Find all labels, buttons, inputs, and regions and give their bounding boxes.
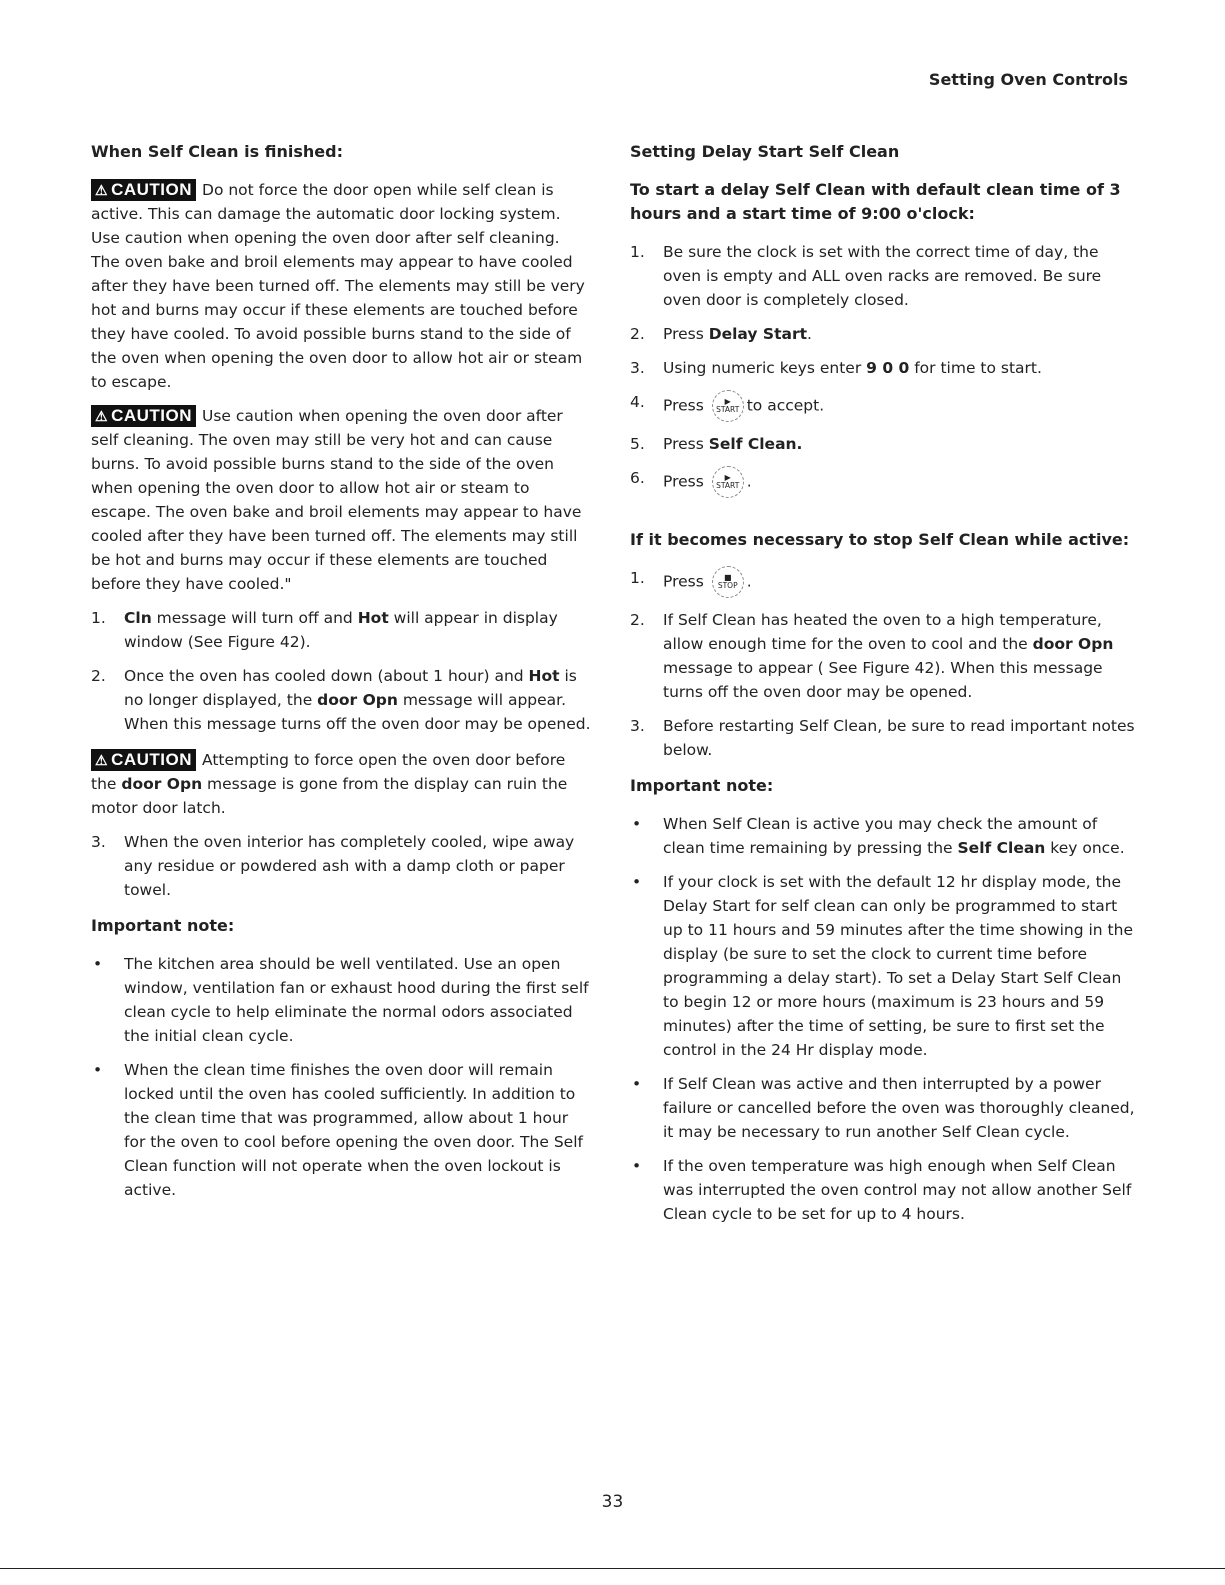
list-item: • If Self Clean was active and then interrupted by a power failure or cancelled before the oven was thoroughly cleaned, it may be necessary to run another Self Clean cycle. — [632, 1075, 1135, 1141]
important-note-list — [91, 952, 591, 1202]
list-item: • When the clean time finishes the oven door will remain locked until the oven has cooled sufficiently. In addition to the clean time that was programmed, allow about 1 hour for the oven to cool before opening the oven door. The Self Clean function will not operate when the oven lockout is active. — [93, 1061, 583, 1199]
important-note-heading: Important note: — [630, 776, 774, 795]
stop-steps — [630, 566, 1135, 762]
self-clean-finished-heading: When Self Clean is finished: — [91, 142, 344, 161]
caution-badge: ⚠ CAUTION — [91, 749, 196, 771]
warning-triangle-icon: ⚠ — [95, 752, 109, 768]
caution-badge: ⚠ CAUTION — [91, 179, 196, 201]
list-item: 1. Be sure the clock is set with the correct time of day, the oven is empty and ALL oven racks are removed. Be sure oven door is completely closed. — [630, 243, 1102, 309]
list-item: 3. Before restarting Self Clean, be sure to read important notes below. — [630, 717, 1135, 759]
stop-self-clean-heading: If it becomes necessary to stop Self Clean while active: — [630, 530, 1130, 549]
caution-badge: ⚠ CAUTION — [91, 405, 196, 427]
finished-steps-list — [91, 606, 591, 736]
stop-key-icon: ■ STOP — [712, 566, 744, 598]
caution-paragraph-3: ⚠ CAUTION Attempting to force open the oven door before the door Opn message is gone from the display can ruin the motor door latch. — [91, 750, 568, 817]
list-item: 3. When the oven interior has completely cooled, wipe away any residue or powdered ash with a damp cloth or paper towel. — [91, 833, 575, 899]
start-key-icon: ▶ START — [712, 390, 744, 422]
bottom-rule — [0, 1568, 1225, 1569]
list-item: • When Self Clean is active you may check the amount of clean time remaining by pressing the Self Clean key once. — [632, 815, 1125, 857]
important-note-heading: Important note: — [91, 916, 235, 935]
section-title: Setting Oven Controls — [928, 70, 1128, 89]
delay-start-subheading: To start a delay Self Clean with default clean time of 3 hours and a start time of 9:00 o'clock: — [630, 180, 1121, 223]
list-item: 6. Press ▶ START . — [630, 466, 1135, 498]
list-item: • The kitchen area should be well ventilated. Use an open window, ventilation fan or exhaust hood during the first self clean cycle to help eliminate the normal odors associated the initial clean cycle. — [93, 955, 589, 1045]
list-item: 5. Press Self Clean. — [630, 435, 803, 453]
delay-start-steps — [630, 240, 1135, 498]
left-column — [91, 140, 591, 1214]
caution-paragraph-1: ⚠ CAUTION Do not force the door open while self clean is active. This can damage the automatic door locking system. Use caution when opening the oven door after self cleaning. The oven bake and broil elements may appear to have cooled after they have been turned off. The elements may still be very hot and burns may occur if these elements are touched before they have cooled. To avoid possible burns stand to the side of the oven when opening the oven door to allow hot air or steam to escape. — [91, 180, 585, 391]
caution-paragraph-2: ⚠ CAUTION Use caution when opening the oven door after self cleaning. The oven may still be very hot and can cause burns. To avoid possible burns stand to the side of the oven when opening the oven door to allow hot air or steam to escape. The oven bake and broil elements may appear to have cooled after they have been turned off. The elements may still be hot and burns may occur if these elements are touched before they have cooled." — [91, 406, 582, 593]
list-item: 3. Using numeric keys enter 9 0 0 for time to start. — [630, 359, 1042, 377]
list-item: 1. Press ■ STOP . — [630, 566, 1135, 598]
list-item: 2. Press Delay Start. — [630, 325, 812, 343]
list-item: 1. Cln message will turn off and Hot will appear in display window (See Figure 42). — [91, 609, 558, 651]
right-column — [630, 140, 1135, 1238]
list-item: 2. If Self Clean has heated the oven to a high temperature, allow enough time for the oven to cool and the door Opn message to appear ( See Figure 42). When this message turns off the oven door may be opened. — [630, 611, 1114, 701]
list-item: • If your clock is set with the default 12 hr display mode, the Delay Start for self clean can only be programmed to start up to 11 hours and 59 minutes after the time showing in the display (be sure to set the clock to current time before programming a delay start). To set a Delay Start Self Clean to begin 12 or more hours (maximum is 23 hours and 59 minutes) after the time of setting, be sure to first set the control in the 24 Hr display mode. — [632, 873, 1133, 1059]
warning-triangle-icon: ⚠ — [95, 408, 109, 424]
list-item: 2. Once the oven has cooled down (about 1 hour) and Hot is no longer displayed, the door Opn message will appear. When this message turns off the oven door may be opened. — [91, 667, 591, 733]
warning-triangle-icon: ⚠ — [95, 182, 109, 198]
page-number: 33 — [601, 1492, 624, 1512]
finished-steps-list-cont — [91, 830, 591, 902]
start-key-icon: ▶ START — [712, 466, 744, 498]
list-item: • If the oven temperature was high enough when Self Clean was interrupted the oven control may not allow another Self Clean cycle to be set for up to 4 hours. — [632, 1157, 1132, 1223]
delay-start-heading: Setting Delay Start Self Clean — [630, 142, 900, 161]
list-item: 4. Press ▶ START to accept. — [630, 390, 1135, 422]
important-note-list — [630, 812, 1135, 1226]
